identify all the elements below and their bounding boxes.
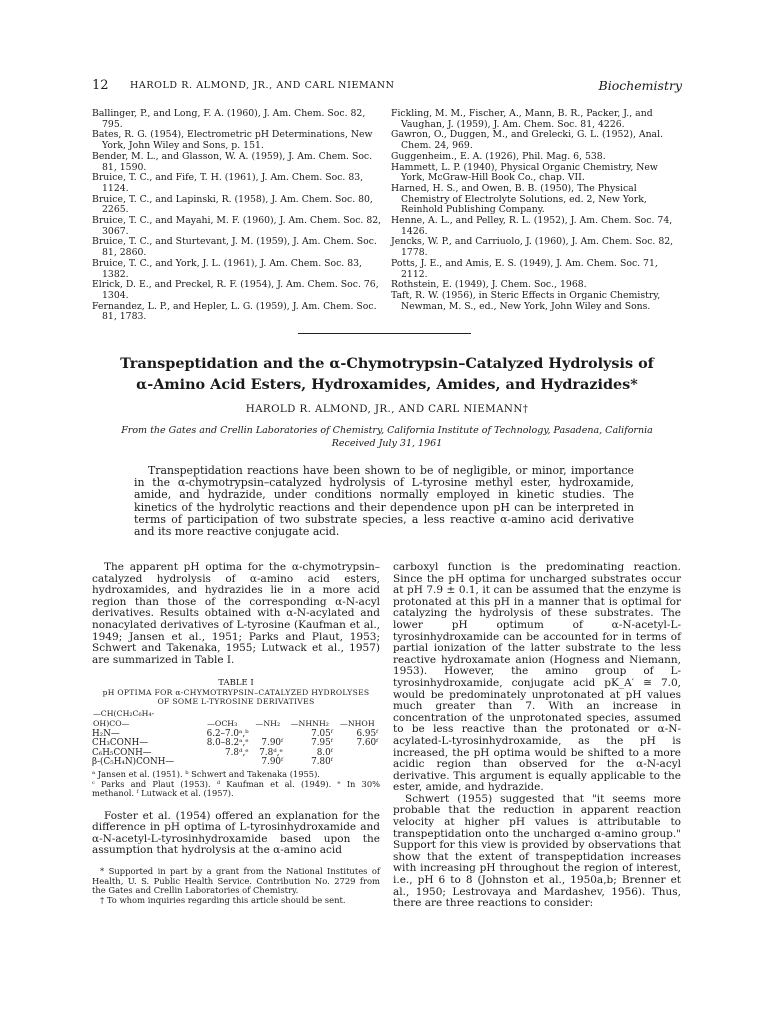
affiliation-block bbox=[92, 424, 682, 450]
body-paragraph: Schwert (1955) suggested that "it seems more probable that the reduction in apparent reaction velocity at higher pH values is attributable to transpeptidation onto the uncharged α-amino group." Support for this view is provided by observations that show that the extent of transpeptidation increases with increasing pH throughout the region of interest, i.e., pH 6 to 8 (Johnston et al., 1950a,b; Brenner et al., 1950; Lestrovaya and Mardashev, 1956). Thus, there are three reactions to consider: bbox=[393, 792, 681, 910]
table-title-line-2: OF SOME L-TYROSINE DERIVATIVES bbox=[157, 697, 315, 707]
table-note-line: ᶜ Parks and Plaut (1953). ᵈ Kaufman et al. (1949). ᵉ In 30% methanol. ᶠ Lutwack et al. (1957). bbox=[92, 778, 380, 799]
reference-entry: Bruice, T. C., and Fife, T. H. (1961), J. Am. Chem. Soc. 83, 1124. bbox=[92, 172, 364, 194]
reference-entry: Henne, A. L., and Pelley, R. L. (1952), J. Am. Chem. Soc. 74, 1426. bbox=[391, 215, 673, 237]
reference-entry: Hammett, L. P. (1940), Physical Organic Chemistry, New York, McGraw-Hill Book Co., chap. VII. bbox=[391, 161, 658, 184]
affiliation: From the Gates and Crellin Laboratories of Chemistry, California Institute of Technology, Pasadena, California bbox=[121, 425, 653, 436]
table-cell bbox=[335, 758, 380, 768]
title-line-2: α-Amino Acid Esters, Hydroxamides, Amides, and Hydrazides* bbox=[136, 376, 638, 393]
article-authors: HAROLD R. ALMOND, JR., AND CARL NIEMANN† bbox=[245, 403, 529, 415]
reference-entry: Bates, R. G. (1954), Electrometric pH Determinations, New York, John Wiley and Sons, p. 151. bbox=[92, 129, 373, 152]
table-header-label-line-2: OH)CO— bbox=[93, 718, 130, 728]
running-head-journal: Biochemistry bbox=[598, 78, 682, 93]
references-left-column bbox=[92, 109, 382, 323]
title-line-1: Transpeptidation and the α-Chymotrypsin–Catalyzed Hydrolysis of bbox=[120, 355, 654, 372]
reference-entry: Jencks, W. P., and Carriuolo, J. (1960), J. Am. Chem. Soc. 82, 1778. bbox=[391, 236, 674, 259]
table-header-cell: —NH₂ bbox=[255, 718, 281, 728]
ph-optima-table bbox=[92, 708, 380, 768]
reference-entry: Elrick, D. E., and Preckel, R. F. (1954), J. Am. Chem. Soc. 76, 1304. bbox=[92, 279, 379, 301]
table-note-line: ᵃ Jansen et al. (1951). ᵇ Schwert and Takenaka (1955). bbox=[92, 768, 320, 779]
table-cell: 7.90ᶠ bbox=[261, 757, 283, 768]
running-head-authors: HAROLD R. ALMOND, JR., AND CARL NIEMANN bbox=[130, 80, 395, 91]
table-header-row bbox=[92, 708, 380, 729]
table-cell: 7.80ᶠ bbox=[311, 757, 333, 768]
reference-entry: Bruice, T. C., and Lapinski, R. (1958), J. Am. Chem. Soc. 80, 2265. bbox=[92, 193, 373, 216]
footnote-correspondence: † To whom inquiries regarding this article should be sent. bbox=[100, 894, 346, 905]
reference-entry: Rothstein, E. (1949), J. Chem. Soc., 1968. bbox=[391, 279, 587, 291]
table-notes bbox=[92, 770, 380, 799]
table-row-label: β-(C₅H₄N)CONH— bbox=[92, 757, 175, 768]
reference-entry: Guggenheim., E. A. (1926), Phil. Mag. 6, 538. bbox=[391, 150, 606, 162]
footnote-support: * Supported in part by a grant from the National Institutes of Health, U. S. Public Health Service. Contribution No. 2729 from the Gates and Crellin Laboratories of Chemistry. bbox=[92, 866, 380, 896]
table-row-label: C₆H₅CONH— bbox=[92, 747, 152, 758]
reference-entry: Potts, J. E., and Amis, E. S. (1949), J. Am. Chem. Soc. 71, 2112. bbox=[391, 257, 658, 280]
table-row-label: H₂N— bbox=[92, 728, 120, 739]
reference-entry: Bruice, T. C., and York, J. L. (1961), J. Am. Chem. Soc. 83, 1382. bbox=[92, 257, 362, 280]
references-right-column bbox=[391, 109, 681, 312]
table-cell: 7.95ᶠ bbox=[311, 738, 333, 749]
reference-entry: Bruice, T. C., and Mayahi, M. F. (1960), J. Am. Chem. Soc. 82, 3067. bbox=[92, 215, 382, 237]
table-cell: 7.8ᵈ,ᵉ bbox=[259, 747, 283, 758]
abstract: Transpeptidation reactions have been shown to be of negligible, or minor, importance in the α-chymotrypsin–catalyzed hydrolysis of L-tyrosine methyl ester, hydroxamide, amide, and hydrazide, under conditions normally employed in kinetic studies. The kinetics of the hydrolytic reactions and their dependence upon pH can be interpreted in terms of participation of two substrate species, a less reactive α-amino acid derivative and its more reactive conjugate acid. bbox=[134, 464, 634, 539]
footnotes bbox=[92, 867, 380, 905]
received-date: Received July 31, 1961 bbox=[331, 438, 443, 449]
table-cell: 6.95ᶠ bbox=[356, 728, 378, 739]
body-paragraph: Foster et al. (1954) offered an explanation for the difference in pH optima of L-tyrosinhydroxamide and α-N-acetyl-L-tyrosinhydroxamide based upon the assumption that hydrolysis at the α-amino acid bbox=[92, 809, 380, 857]
reference-entry: Taft, R. W. (1956), in Steric Effects in Organic Chemistry, Newman, M. S., ed., New York, John Wiley and Sons. bbox=[391, 289, 661, 312]
body-right-column bbox=[393, 562, 681, 910]
table-caption: TABLE I bbox=[218, 678, 254, 689]
table-cell: 8.0ᶠ bbox=[316, 747, 333, 758]
table-title-line-1: pH OPTIMA FOR α-CHYMOTRYPSIN–CATALYZED HYDROLYSES bbox=[102, 688, 370, 698]
table-cell: 7.8ᵈ,ᵉ bbox=[224, 747, 249, 758]
reference-entry: Ballinger, P., and Long, F. A. (1960), J. Am. Chem. Soc. 82, 795. bbox=[92, 108, 366, 130]
reference-entry: Bruice, T. C., and Sturtevant, J. M. (1959), J. Am. Chem. Soc. 81, 2860. bbox=[92, 236, 377, 259]
table-header-cell: —NHNH₂ bbox=[290, 718, 329, 728]
table-row-label: CH₃CONH— bbox=[92, 738, 149, 749]
table-cell: 8.0–8.2ᵃ,ᵉ bbox=[206, 738, 249, 749]
table-cell: 6.2–7.0ᵃ,ᵇ bbox=[206, 728, 249, 739]
page-header bbox=[92, 78, 682, 98]
table-header-cell: —NHOH bbox=[340, 718, 375, 728]
page-number: 12 bbox=[92, 78, 109, 93]
table-cell: 7.60ᶠ bbox=[356, 738, 378, 749]
reference-entry: Harned, H. S., and Owen, B. B. (1950), The Physical Chemistry of Electrolyte Solutions, ed. 2, New York, Reinhold Publishing Company. bbox=[391, 182, 647, 216]
body-left-column bbox=[92, 562, 380, 905]
body-paragraph: The apparent pH optima for the α-chymotrypsin–catalyzed hydrolysis of α-amino acid esters, hydroxamides, and hydrazides lie in a more acid region than those of the corresponding α-N-acyl derivatives. Results obtained with α-N-acylated and nonacylated derivatives of L-tyrosine (Kaufman et al., 1949; Jansen et al., 1951; Parks and Plaut, 1953; Schwert and Takenaka, 1955; Lutwack et al., 1957) are summarized in Table I. bbox=[92, 561, 380, 666]
table-cell bbox=[194, 758, 251, 768]
reference-entry: Fernandez, L. P., and Hepler, L. G. (1959), J. Am. Chem. Soc. 81, 1783. bbox=[92, 300, 377, 323]
section-divider bbox=[298, 333, 471, 334]
reference-entry: Bender, M. L., and Glasson, W. A. (1959), J. Am. Chem. Soc. 81, 1590. bbox=[92, 150, 373, 173]
table-row bbox=[92, 758, 380, 768]
reference-entry: Gawron, O., Duggen, M., and Grelecki, G. L. (1952), Anal. Chem. 24, 969. bbox=[391, 129, 664, 152]
table-header-label bbox=[92, 708, 194, 729]
table-header-label-line-1: —CH(CH₂C₆H₄- bbox=[93, 709, 155, 719]
body-paragraph: carboxyl function is the predominating reaction. Since the pH optima for uncharged substrates occur at pH 7.9 ± 0.1, it can be assumed that the enzyme is protonated at this pH in a manner that is optimal for catalyzing the hydrolysis of these substrates. The lower pH optimum of α-N-acetyl-L-tyrosinhydroxamide can be accounted for in terms of partial ionization of the latter substrate to the less reactive hydroxamate anion (Hogness and Niemann, 1953). However, the amino group of L-tyrosinhydroxamide, conjugate acid pK_A′ ≅ 7.0, would be predominately unprotonated at pH values much greater than 7. With an increase in concentration of the unprotonated species, assumed to be less reactive than the protonated or α-N-acylated-L-tyrosinhydroxamide, as the pH is increased, the pH optima would be shifted to a more acidic region than observed for the α-N-acyl derivative. This argument is equally applicable to the ester, amide, and hydrazide. bbox=[393, 561, 681, 794]
table-header-cell: —OCH₃ bbox=[207, 718, 238, 728]
reference-entry: Fickling, M. M., Fischer, A., Mann, B. R., Packer, J., and Vaughan, J. (1959), J. Am. Chem. Soc. 81, 4226. bbox=[391, 108, 653, 130]
article-title bbox=[92, 353, 682, 395]
table-cell: 7.05ᶠ bbox=[311, 728, 333, 739]
table-cell bbox=[335, 749, 380, 759]
table-cell: 7.90ᶠ bbox=[261, 738, 283, 749]
